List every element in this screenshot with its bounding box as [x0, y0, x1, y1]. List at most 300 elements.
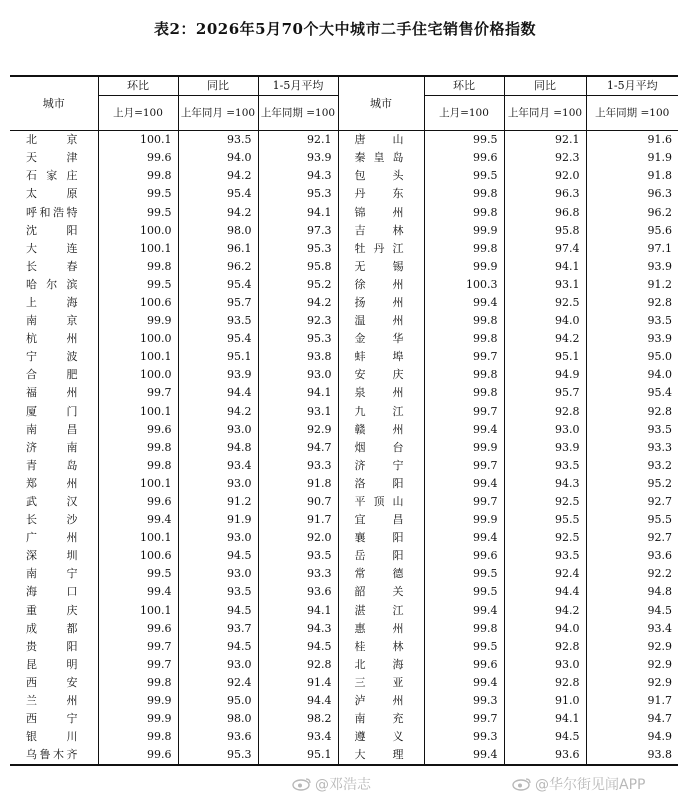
city-column-header: 城市	[10, 76, 98, 131]
mom-value-cell: 99.8	[424, 366, 504, 384]
avg-value-cell: 94.1	[258, 602, 338, 620]
mom-value-cell: 100.0	[98, 330, 178, 348]
yoy-value-cell: 92.8	[504, 638, 586, 656]
city-name-cell: 厦门	[10, 403, 98, 421]
price-index-table	[10, 75, 678, 766]
city-name-cell: 郑州	[10, 475, 98, 493]
yoy-value-cell: 95.7	[504, 384, 586, 402]
city-name-cell: 广州	[10, 529, 98, 547]
avg-value-cell: 91.8	[647, 169, 672, 183]
city-name-cell: 烟台	[338, 439, 424, 457]
mom-value-cell: 99.5	[98, 565, 178, 583]
mom-value-cell: 99.7	[424, 710, 504, 728]
yoy-value-cell: 94.2	[504, 602, 586, 620]
city-name-cell: 乌鲁木齐	[10, 746, 98, 765]
header-row-top	[10, 76, 678, 96]
mom-value-cell: 99.8	[424, 384, 504, 402]
mom-value-cell: 99.4	[424, 746, 504, 765]
avg-value-cell: 91.8	[258, 475, 338, 493]
yoy-value-cell: 91.9	[178, 511, 258, 529]
mom-value-cell: 100.1	[98, 475, 178, 493]
city-name-cell: 北京	[10, 131, 98, 150]
avg-value-cell: 92.9	[258, 421, 338, 439]
city-name-cell: 石家庄	[10, 167, 98, 185]
city-name-cell: 桂林	[338, 638, 424, 656]
yoy-value-cell: 94.4	[178, 384, 258, 402]
avg-value-cell: 93.1	[258, 403, 338, 421]
city-name-cell: 深圳	[10, 547, 98, 565]
mom-value-cell: 99.5	[424, 583, 504, 601]
mom-value-cell: 99.6	[98, 620, 178, 638]
yoy-value-cell: 93.6	[504, 746, 586, 765]
city-name-cell: 九江	[338, 403, 424, 421]
avg-value-cell: 91.6	[647, 133, 672, 147]
avg-value-cell: 93.2	[647, 458, 672, 472]
mom-value-cell: 99.9	[424, 439, 504, 457]
avg-value-cell: 93.4	[647, 621, 672, 635]
city-name-cell: 杭州	[10, 330, 98, 348]
city-name-cell: 南充	[338, 710, 424, 728]
yoy-value-cell: 94.9	[504, 366, 586, 384]
yoy-value-cell: 95.1	[178, 348, 258, 366]
avg-value-cell: 94.3	[258, 167, 338, 185]
city-name-cell: 宜昌	[338, 511, 424, 529]
yoy-value-cell: 94.3	[504, 475, 586, 493]
mom-value-cell: 99.7	[424, 403, 504, 421]
yoy-value-cell: 93.5	[178, 131, 258, 150]
mom-value-cell: 100.6	[98, 547, 178, 565]
city-name-cell: 泸州	[338, 692, 424, 710]
yoy-base-text: 上年同月 =100	[180, 107, 256, 120]
city-name-cell: 太原	[10, 185, 98, 203]
table-row	[10, 602, 678, 620]
mom-value-cell: 99.4	[424, 294, 504, 312]
city-name-cell: 青岛	[10, 457, 98, 475]
city-name-cell: 南昌	[10, 421, 98, 439]
avg-value-cell: 95.2	[647, 476, 672, 490]
mom-value-cell: 99.7	[98, 638, 178, 656]
avg-value-cell: 98.2	[258, 710, 338, 728]
mom-value-cell: 99.8	[424, 330, 504, 348]
avg-base-text-right: 上年同期 =100	[595, 107, 670, 120]
mom-value-cell: 99.4	[424, 529, 504, 547]
avg-value-cell: 93.8	[586, 746, 678, 765]
city-name-cell: 北海	[338, 656, 424, 674]
mom-value-cell: 99.6	[424, 656, 504, 674]
table-row	[10, 131, 678, 150]
yoy-value-cell: 92.4	[178, 674, 258, 692]
avg-value-cell: 93.5	[647, 314, 672, 328]
yoy-value-cell: 94.0	[504, 312, 586, 330]
yoy-value-cell: 93.0	[178, 475, 258, 493]
yoy-value-cell: 95.4	[178, 185, 258, 203]
city-name-cell: 蚌埠	[338, 348, 424, 366]
city-name-cell: 大连	[10, 240, 98, 258]
avg-value-cell: 91.9	[647, 151, 672, 165]
yoy-value-cell: 91.2	[178, 493, 258, 511]
yoy-value-cell: 91.0	[504, 692, 586, 710]
city-name-cell: 平顶山	[338, 493, 424, 511]
table-row	[10, 565, 678, 583]
watermark-text: @华尔街见闻APP	[535, 777, 646, 793]
avg-value-cell: 92.0	[258, 529, 338, 547]
yoy-value-cell: 94.2	[504, 330, 586, 348]
mom-value-cell: 99.6	[98, 149, 178, 167]
city-name-cell: 兰州	[10, 692, 98, 710]
avg-value-cell: 95.1	[258, 746, 338, 765]
yoy-value-cell: 93.0	[504, 421, 586, 439]
avg-value-cell: 95.5	[647, 513, 672, 527]
city-name-cell: 赣州	[338, 421, 424, 439]
city-column-header-right: 城市	[338, 76, 424, 131]
yoy-value-cell: 96.1	[178, 240, 258, 258]
avg-value-cell: 94.4	[258, 692, 338, 710]
mom-value-cell: 99.8	[424, 240, 504, 258]
table-row	[10, 330, 678, 348]
yoy-value-cell: 93.0	[178, 565, 258, 583]
city-name-cell: 呼和浩特	[10, 203, 98, 221]
yoy-value-cell: 94.1	[504, 258, 586, 276]
mom-value-cell: 99.6	[98, 493, 178, 511]
mom-value-cell: 99.3	[424, 692, 504, 710]
yoy-base-text-right: 上年同月 =100	[507, 107, 583, 120]
yoy-value-cell: 92.5	[504, 493, 586, 511]
avg-value-cell: 94.3	[258, 620, 338, 638]
mom-value-cell: 99.8	[424, 620, 504, 638]
mom-value-cell: 99.5	[424, 638, 504, 656]
avg-value-cell: 92.2	[647, 567, 672, 581]
yoy-value-cell: 94.5	[178, 638, 258, 656]
mom-value-cell: 100.1	[98, 240, 178, 258]
avg-value-cell: 91.7	[258, 511, 338, 529]
avg-value-cell: 93.9	[647, 332, 672, 346]
mom-value-cell: 99.9	[424, 258, 504, 276]
avg-base-text: 上年同期 =100	[260, 107, 336, 120]
city-name-cell: 福州	[10, 384, 98, 402]
yoy-value-cell: 94.4	[504, 583, 586, 601]
avg-value-cell: 91.4	[258, 674, 338, 692]
city-name-cell: 长春	[10, 258, 98, 276]
yoy-value-cell: 94.8	[178, 439, 258, 457]
avg-header-right: 1-5月平均	[586, 76, 678, 96]
mom-base-header: 上月=100	[98, 96, 178, 131]
city-name-cell: 重庆	[10, 602, 98, 620]
city-name-cell: 唐山	[338, 131, 424, 150]
avg-value-cell: 95.2	[258, 276, 338, 294]
table-row	[10, 529, 678, 547]
yoy-value-cell: 93.5	[178, 312, 258, 330]
watermark-deng	[292, 774, 371, 794]
mom-value-cell: 99.5	[98, 185, 178, 203]
avg-value-cell: 95.0	[647, 350, 672, 364]
mom-value-cell: 99.8	[98, 457, 178, 475]
avg-value-cell: 93.3	[647, 440, 672, 454]
yoy-value-cell: 92.4	[504, 565, 586, 583]
avg-value-cell: 95.8	[258, 258, 338, 276]
avg-value-cell: 94.1	[258, 384, 338, 402]
yoy-value-cell: 94.0	[178, 149, 258, 167]
table-row	[10, 475, 678, 493]
yoy-value-cell: 95.7	[178, 294, 258, 312]
mom-value-cell: 99.7	[424, 493, 504, 511]
table-row	[10, 583, 678, 601]
table-row	[10, 276, 678, 294]
city-name-cell: 韶关	[338, 583, 424, 601]
table-row	[10, 222, 678, 240]
city-name-cell: 岳阳	[338, 547, 424, 565]
city-name-cell: 银川	[10, 728, 98, 746]
city-name-cell: 洛阳	[338, 475, 424, 493]
mom-value-cell: 100.1	[98, 131, 178, 150]
yoy-base-header-right	[504, 96, 586, 131]
yoy-value-cell: 98.0	[178, 222, 258, 240]
avg-value-cell: 94.5	[258, 638, 338, 656]
avg-value-cell: 92.7	[647, 531, 672, 545]
city-name-cell: 上海	[10, 294, 98, 312]
city-name-cell: 大理	[338, 746, 424, 765]
yoy-value-cell: 93.7	[178, 620, 258, 638]
yoy-value-cell: 94.2	[178, 167, 258, 185]
table-row	[10, 511, 678, 529]
avg-value-cell: 93.9	[647, 259, 672, 273]
avg-value-cell: 92.1	[258, 131, 338, 150]
yoy-value-cell: 95.4	[178, 276, 258, 294]
mom-value-cell: 99.9	[98, 692, 178, 710]
mom-value-cell: 99.7	[98, 384, 178, 402]
mom-value-cell: 99.6	[98, 746, 178, 765]
mom-value-cell: 99.7	[424, 457, 504, 475]
yoy-value-cell: 93.0	[178, 529, 258, 547]
table-row	[10, 348, 678, 366]
city-name-cell: 遵义	[338, 728, 424, 746]
avg-value-cell: 91.7	[647, 694, 672, 708]
avg-value-cell: 93.5	[258, 547, 338, 565]
city-name-cell: 哈尔滨	[10, 276, 98, 294]
yoy-value-cell: 93.1	[504, 276, 586, 294]
city-name-cell: 西安	[10, 674, 98, 692]
city-name-cell: 泉州	[338, 384, 424, 402]
city-name-cell: 南京	[10, 312, 98, 330]
table-row	[10, 710, 678, 728]
city-name-cell: 海口	[10, 583, 98, 601]
avg-value-cell: 96.2	[647, 205, 672, 219]
mom-value-cell: 99.4	[424, 475, 504, 493]
avg-value-cell: 93.3	[258, 565, 338, 583]
avg-value-cell: 95.3	[258, 240, 338, 258]
yoy-header-right: 同比	[504, 76, 586, 96]
mom-value-cell: 99.4	[424, 674, 504, 692]
avg-value-cell: 96.3	[647, 187, 672, 201]
table-row	[10, 203, 678, 221]
table-row	[10, 240, 678, 258]
table-row	[10, 258, 678, 276]
mom-value-cell: 100.1	[98, 529, 178, 547]
page-title: 表2：2026年5月70个大中城市二手住宅销售价格指数	[154, 20, 536, 38]
yoy-value-cell: 96.8	[504, 203, 586, 221]
yoy-value-cell: 92.5	[504, 529, 586, 547]
city-name-cell: 昆明	[10, 656, 98, 674]
table-row	[10, 656, 678, 674]
avg-value-cell: 94.7	[647, 712, 672, 726]
yoy-value-cell: 98.0	[178, 710, 258, 728]
table-row	[10, 384, 678, 402]
mom-value-cell: 99.4	[424, 421, 504, 439]
yoy-value-cell: 95.5	[504, 511, 586, 529]
yoy-value-cell: 95.4	[178, 330, 258, 348]
table-body	[10, 131, 678, 766]
table-row	[10, 167, 678, 185]
yoy-value-cell: 95.8	[504, 222, 586, 240]
yoy-value-cell: 93.0	[178, 421, 258, 439]
city-name-cell: 吉林	[338, 222, 424, 240]
table-row	[10, 620, 678, 638]
avg-value-cell: 92.8	[647, 295, 672, 309]
yoy-value-cell: 92.0	[504, 167, 586, 185]
yoy-value-cell: 93.6	[178, 728, 258, 746]
city-name-cell: 温州	[338, 312, 424, 330]
mom-value-cell: 99.9	[424, 511, 504, 529]
mom-value-cell: 100.0	[98, 222, 178, 240]
city-name-cell: 济宁	[338, 457, 424, 475]
mom-value-cell: 99.7	[98, 656, 178, 674]
table-row	[10, 493, 678, 511]
yoy-value-cell: 93.0	[504, 656, 586, 674]
city-name-cell: 南宁	[10, 565, 98, 583]
table-row	[10, 366, 678, 384]
avg-value-cell: 97.3	[258, 222, 338, 240]
avg-base-header-right	[586, 96, 678, 131]
yoy-value-cell: 92.3	[504, 149, 586, 167]
yoy-value-cell: 93.0	[178, 656, 258, 674]
mom-value-cell: 99.8	[424, 312, 504, 330]
yoy-value-cell: 96.3	[504, 185, 586, 203]
yoy-base-header	[178, 96, 258, 131]
city-name-cell: 三亚	[338, 674, 424, 692]
city-name-cell: 宁波	[10, 348, 98, 366]
avg-value-cell: 95.3	[258, 330, 338, 348]
yoy-value-cell: 92.1	[504, 131, 586, 150]
table-row	[10, 294, 678, 312]
mom-value-cell: 99.5	[424, 565, 504, 583]
avg-value-cell: 93.6	[647, 549, 672, 563]
watermark-wallstreetcn	[512, 774, 645, 794]
yoy-value-cell: 94.5	[504, 728, 586, 746]
yoy-value-cell: 95.1	[504, 348, 586, 366]
city-name-cell: 无锡	[338, 258, 424, 276]
table-row	[10, 403, 678, 421]
yoy-value-cell: 93.5	[504, 547, 586, 565]
mom-value-cell: 99.8	[98, 439, 178, 457]
city-name-cell: 牡丹江	[338, 240, 424, 258]
city-name-cell: 成都	[10, 620, 98, 638]
city-name-cell: 湛江	[338, 602, 424, 620]
avg-value-cell: 93.4	[258, 728, 338, 746]
watermark-text: @邓浩志	[315, 777, 371, 793]
mom-value-cell: 99.8	[98, 674, 178, 692]
avg-value-cell: 92.9	[647, 675, 672, 689]
avg-value-cell: 91.2	[647, 277, 672, 291]
mom-value-cell: 99.4	[98, 511, 178, 529]
avg-value-cell: 95.3	[258, 185, 338, 203]
yoy-value-cell: 94.2	[178, 403, 258, 421]
city-name-cell: 秦皇岛	[338, 149, 424, 167]
mom-value-cell: 99.6	[424, 547, 504, 565]
city-name-cell: 丹东	[338, 185, 424, 203]
yoy-header: 同比	[178, 76, 258, 96]
mom-value-cell: 99.6	[424, 149, 504, 167]
avg-value-cell: 92.9	[647, 639, 672, 653]
avg-value-cell: 97.1	[647, 241, 672, 255]
yoy-value-cell: 93.5	[178, 583, 258, 601]
table-row	[10, 638, 678, 656]
mom-value-cell: 99.7	[424, 348, 504, 366]
mom-value-cell: 99.9	[98, 710, 178, 728]
avg-value-cell: 94.9	[647, 730, 672, 744]
yoy-value-cell: 96.2	[178, 258, 258, 276]
mom-value-cell: 100.1	[98, 403, 178, 421]
mom-value-cell: 100.1	[98, 348, 178, 366]
avg-value-cell: 92.9	[647, 657, 672, 671]
avg-base-header	[258, 96, 338, 131]
avg-value-cell: 93.5	[647, 422, 672, 436]
city-name-cell: 金华	[338, 330, 424, 348]
table-row	[10, 692, 678, 710]
city-name-cell: 惠州	[338, 620, 424, 638]
yoy-value-cell: 93.5	[504, 457, 586, 475]
yoy-value-cell: 94.0	[504, 620, 586, 638]
mom-value-cell: 99.5	[98, 276, 178, 294]
city-name-cell: 长沙	[10, 511, 98, 529]
yoy-value-cell: 95.0	[178, 692, 258, 710]
mom-value-cell: 99.9	[424, 222, 504, 240]
yoy-value-cell: 95.3	[178, 746, 258, 765]
table-row	[10, 421, 678, 439]
avg-value-cell: 94.1	[258, 203, 338, 221]
yoy-value-cell: 93.9	[504, 439, 586, 457]
yoy-value-cell: 94.2	[178, 203, 258, 221]
avg-value-cell: 92.8	[647, 404, 672, 418]
yoy-value-cell: 93.4	[178, 457, 258, 475]
table-row	[10, 746, 678, 765]
mom-value-cell: 99.8	[424, 203, 504, 221]
mom-value-cell: 99.8	[98, 728, 178, 746]
mom-value-cell: 99.5	[98, 203, 178, 221]
yoy-value-cell: 92.5	[504, 294, 586, 312]
city-name-cell: 包头	[338, 167, 424, 185]
table-row	[10, 149, 678, 167]
city-name-cell: 常德	[338, 565, 424, 583]
avg-value-cell: 94.2	[258, 294, 338, 312]
mom-value-cell: 99.8	[98, 258, 178, 276]
avg-value-cell: 94.7	[258, 439, 338, 457]
avg-value-cell: 93.0	[258, 366, 338, 384]
avg-value-cell: 92.7	[647, 495, 672, 509]
city-name-cell: 安庆	[338, 366, 424, 384]
city-name-cell: 武汉	[10, 493, 98, 511]
mom-value-cell: 99.5	[424, 167, 504, 185]
avg-value-cell: 93.8	[258, 348, 338, 366]
avg-value-cell: 93.3	[258, 457, 338, 475]
yoy-value-cell: 94.1	[504, 710, 586, 728]
city-name-cell: 扬州	[338, 294, 424, 312]
mom-value-cell: 99.9	[98, 312, 178, 330]
mom-value-cell: 100.1	[98, 602, 178, 620]
city-name-cell: 襄阳	[338, 529, 424, 547]
mom-value-cell: 99.5	[424, 131, 504, 150]
city-name-cell: 济南	[10, 439, 98, 457]
table-row	[10, 728, 678, 746]
city-name-cell: 天津	[10, 149, 98, 167]
